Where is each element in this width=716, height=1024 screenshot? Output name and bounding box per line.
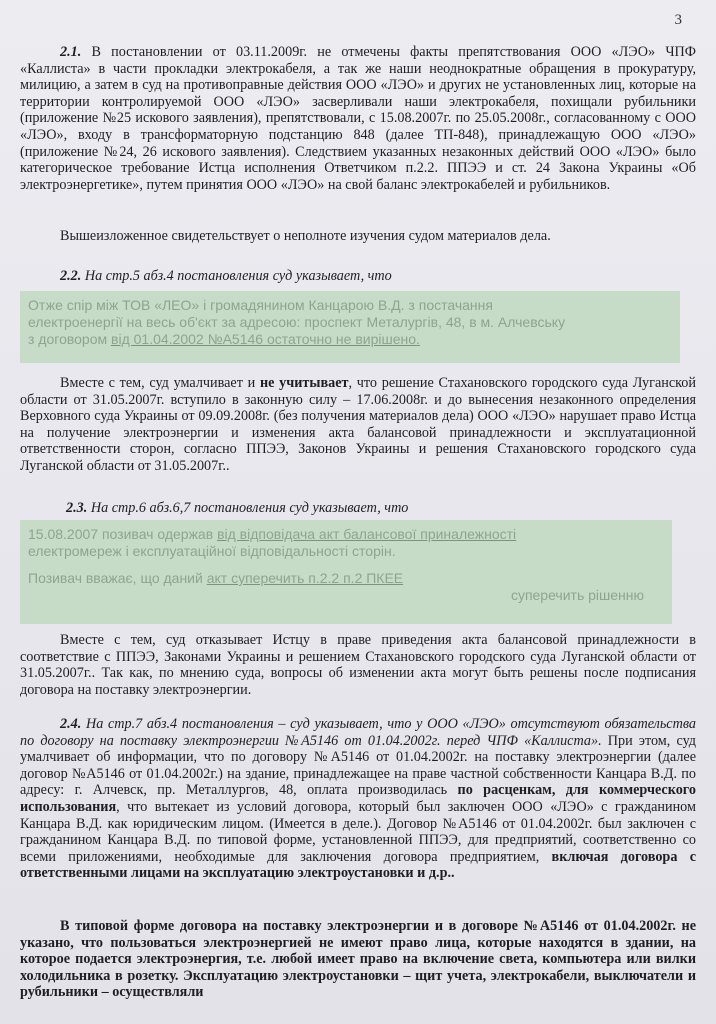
section-2-1-text: В постановлении от 03.11.2009г. не отмечены факты препятствования ООО «ЛЭО» ЧПФ «Каллиста» в части прокладки электрокабеля, а так же наши неоднократные обращения в прокуратуру, милицию, а затем в суд на противоправные действия ООО «ЛЭО» и других не установленных лиц, которые на территории контролируемой ООО «ЛЭО» засверливали наши электрокабеля, похищали рубильники (приложение №25 искового заявления), препятствовали, с 15.08.2007г. по 25.05.2008г., согласованному с ООО «ЛЭО», входу в трансформаторную подстанцию 848 (далее ТП-848), принадлежащую ООО «ЛЭО» (приложение №24, 26 искового заявления). Следствием указанных незаконных действий ООО «ЛЭО» было категорическое требование Истца исполнения Ответчиком п.2.2. ППЭЭ и ст. 24 Закона Украины «Об электроэнергетике», путем принятия ООО «ЛЭО» на свой баланс электрокабелей и рубильников.: [20, 44, 696, 193]
quote-2-underlined-2: акт суперечить п.2.2 п.2 ПКЕЕ: [206, 570, 404, 586]
quote-1-line-3: [28, 331, 672, 348]
section-2-2-number: 2.2.: [60, 268, 82, 284]
section-2-4-bold-1: по расценкам, для коммерческого использования: [20, 782, 696, 815]
section-2-4-text-2: , что вытекает из условий договора, который был заключен ООО «ЛЭО» с гражданином Канцара В.Д. как юридическим лицом. (Имеется в деле.). Договор №А5146 от 01.04.2002г. был заключен с гражданином Канцара В.Д. по типовой форме, установленной ППЭЭ, для предприятий, соответственно со всеми приложениями, необходимые для заключения договора предприятием,: [20, 798, 696, 865]
section-2-2-heading: [60, 268, 392, 285]
quote-2-line-3-start: Позивач вважає, що даний: [28, 570, 207, 586]
section-2-3-heading-text: На стр.6 абз.6,7 постановления суд указывает, что: [87, 500, 409, 516]
section-2-3-paragraph: Вместе с тем, суд отказывает Истцу в праве приведения акта балансовой принадлежности в соответствие с ППЭЭ, Законами Украины и решением Стахановского городского суда Луганской области от 31.05.2007г.. Так как, по мнению суда, вопросы об изменении акта могут быть решены после подписания договора на поставку электроэнергии.: [20, 632, 696, 698]
quote-2-underlined-1: від відповідача акт балансової приналежності: [217, 526, 517, 542]
quote-excerpt-2: [20, 520, 672, 624]
quote-2-line-1-start: 15.08.2007 позивач одержав: [28, 526, 218, 542]
quote-2-line-2: електромереж і експлуатаційної відповідальності сторін.: [28, 543, 396, 559]
section-2-3-heading: [66, 500, 408, 517]
section-2-4-paragraph: [20, 716, 696, 882]
section-2-4-text-1: При этом, суд умалчивает об информации, что по договору №А5146 от 01.04.2002г. на поставку электроэнергии (далее договор №А5146 от 01.04.2002г.) на здание, принадлежащее на праве частной собственности Канцара В.Д. по адресу: г. Алчевск, пр. Металлургов, 48, оплата производилась: [20, 732, 696, 799]
section-2-2-text-a: Вместе с тем, суд умалчивает и: [60, 375, 260, 391]
quote-1-line-3-start: з договором: [28, 331, 112, 347]
quote-1-line-2: електроенергії на весь об'єкт за адресою: проспект Металургів, 48, в м. Алчевську: [28, 314, 566, 330]
section-2-4-bold-paragraph: В типовой форме договора на поставку электроэнергии и в договоре №А5146 от 01.04.2002г. не указано, что пользоваться электроэнергией не имеют право лица, которые находятся в здании, на которое подается электроэнергия, т.е. любой имеет право на включение света, компьютера или вилки холодильника в розетку. Эксплуатацию электроустановки – щит учета, электрокабели, выключатели и рубильники – осуществляли: [20, 918, 696, 1001]
section-2-2-bold: не учитывает: [259, 375, 349, 391]
section-2-4-number: 2.4.: [60, 716, 82, 732]
quote-1-underlined: від 01.04.2002 №А5146 остаточно не вирішено.: [111, 331, 420, 347]
section-2-1-paragraph: [20, 44, 696, 193]
quote-2-line-3: [28, 570, 664, 587]
quote-2-line-4: суперечить рішенню: [510, 587, 644, 603]
quote-1-line-1: Отже спір між ТОВ «ЛЕО» і громадянином Канцарою В.Д. з постачання: [28, 297, 493, 313]
section-2-4-bold-2: включая договора с ответственными лицами на эксплуатацию электроустановки и д.р..: [20, 848, 696, 882]
section-2-2-heading-text: На стр.5 абз.4 постановления суд указывает, что: [81, 268, 392, 284]
section-2-3-number: 2.3.: [66, 500, 88, 516]
section-2-4-italic: На стр.7 абз.4 постановления – суд указывает, что у ООО «ЛЭО» отсутствуют обязательства по договору на поставку электроэнергии №А5146 от 01.04.2002г. перед ЧПФ «Каллиста».: [20, 716, 696, 749]
quote-excerpt-1: [20, 291, 680, 363]
section-2-1-number: 2.1.: [60, 44, 82, 60]
page-number: 3: [674, 12, 682, 28]
section-2-1-conclusion: Вышеизложенное свидетельствует о неполноте изучения судом материалов дела.: [60, 228, 551, 244]
section-2-2-paragraph: [20, 375, 696, 475]
section-2-2-text-b: , что решение Стахановского городского суда Луганской области от 31.05.2007г. вступило в законную силу – 17.06.2008г. и до вынесения незаконного определения Верховного суда Украины от 09.09.2008г. (без получения материалов дела) ООО «ЛЭО» нарушает право Истца на получение электроэнергии и изменения акта балансовой принадлежности и эксплуатационной ответственности сторон, согласно ППЭЭ, Законов Украины и решения Стахановского городского суда Луганской области от 31.05.2007г..: [20, 375, 696, 474]
quote-2-line-1: [28, 526, 664, 543]
